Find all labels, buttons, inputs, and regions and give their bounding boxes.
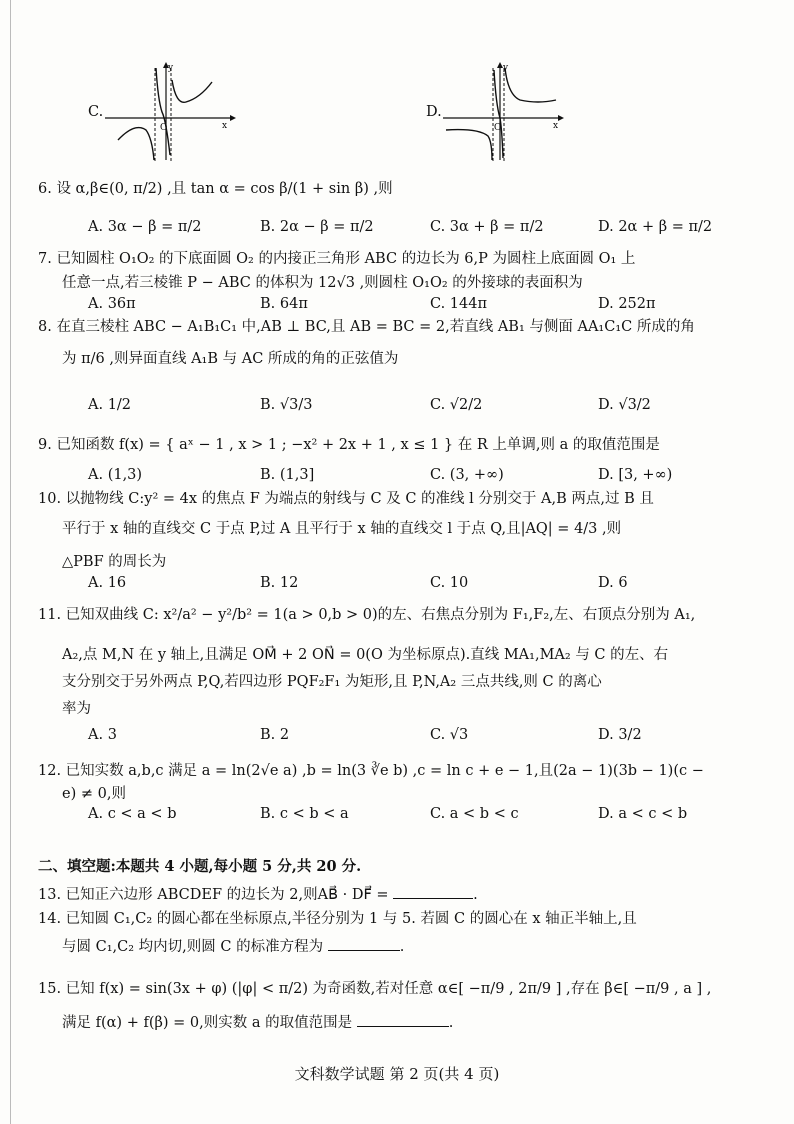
q9-option-b: B. (1,3] — [260, 467, 315, 483]
q9-option-a: A. (1,3) — [88, 467, 143, 483]
svg-text:O: O — [494, 123, 502, 133]
q11-line3: 支分别交于另外两点 P,Q,若四边形 PQF₂F₁ 为矩形,且 P,N,A₂ 三点共线,则 C 的离心 — [62, 674, 602, 690]
q13-stem — [38, 884, 478, 904]
graph-d — [438, 60, 568, 165]
q15-end: . — [448, 1015, 454, 1031]
q8-option-d: D. √3/2 — [598, 397, 651, 413]
q11-line1: 11. 已知双曲线 C: x²/a² − y²/b² = 1(a > 0,b > 0)的左、右焦点分别为 F₁,F₂,左、右顶点分别为 A₁, — [38, 607, 696, 623]
q7-line1: 7. 已知圆柱 O₁O₂ 的下底面圆 O₂ 的内接正三角形 ABC 的边长为 6,P 为圆柱上底面圆 O₁ 上 — [38, 251, 636, 267]
q8-option-a: A. 1/2 — [88, 397, 132, 413]
q13-answer-blank[interactable] — [393, 884, 473, 899]
q15-answer-blank[interactable] — [357, 1012, 449, 1027]
q14-line2 — [62, 936, 404, 956]
q15-text: 满足 f(α) + f(β) = 0,则实数 a 的取值范围是 — [62, 1015, 353, 1031]
q11-line4: 率为 — [62, 701, 91, 717]
q6-stem: 6. 设 α,β∈(0, π/2) ,且 tan α = cos β/(1 + sin β) ,则 — [38, 181, 393, 197]
q12-line2: e) ≠ 0,则 — [62, 786, 126, 802]
svg-text:y: y — [168, 63, 174, 73]
q10-option-c: C. 10 — [430, 575, 469, 591]
q12-option-c: C. a < b < c — [430, 806, 519, 822]
q7-line2: 任意一点,若三棱锥 P − ABC 的体积为 12√3 ,则圆柱 O₁O₂ 的外接球的表面积为 — [62, 275, 583, 291]
q10-line2: 平行于 x 轴的直线交 C 于点 P,过 A 且平行于 x 轴的直线交 l 于点 Q,且|AQ| = 4/3 ,则 — [62, 521, 622, 537]
q6-option-c: C. 3α + β = π/2 — [430, 219, 544, 235]
q9-option-c: C. (3, +∞) — [430, 467, 504, 483]
q10-line3: △PBF 的周长为 — [62, 554, 167, 570]
q14-end: . — [399, 939, 405, 955]
q6-option-d: D. 2α + β = π/2 — [598, 219, 713, 235]
q6-option-b: B. 2α − β = π/2 — [260, 219, 374, 235]
graph-d-label: D. — [426, 104, 442, 120]
q11-line2: A₂,点 M,N 在 y 轴上,且满足 OM⃗ + 2 ON⃗ = 0(O 为坐标原点).直线 MA₁,MA₂ 与 C 的左、右 — [62, 647, 669, 663]
q9-option-d: D. [3, +∞) — [598, 467, 673, 483]
q7-option-c: C. 144π — [430, 296, 488, 312]
q14-answer-blank[interactable] — [328, 936, 400, 951]
q10-option-b: B. 12 — [260, 575, 299, 591]
q14-text: 与圆 C₁,C₂ 均内切,则圆 C 的标准方程为 — [62, 939, 324, 955]
q13-text: 13. 已知正六边形 ABCDEF 的边长为 2,则AB⃗ · DF⃗ = — [38, 887, 389, 903]
svg-text:O: O — [160, 123, 168, 133]
q8-line1: 8. 在直三棱柱 ABC − A₁B₁C₁ 中,AB ⊥ BC,且 AB = BC = 2,若直线 AB₁ 与侧面 AA₁C₁C 所成的角 — [38, 319, 695, 335]
q9-stem: 9. 已知函数 f(x) = { aˣ − 1 , x > 1 ; −x² + 2x + 1 , x ≤ 1 } 在 R 上单调,则 a 的取值范围是 — [38, 437, 660, 453]
graph-c — [100, 60, 240, 165]
q15-line1: 15. 已知 f(x) = sin(3x + φ) (|φ| < π/2) 为奇函数,若对任意 α∈[ −π/9 , 2π/9 ] ,存在 β∈[ −π/9 , a ] , — [38, 981, 712, 997]
graph-c-label: C. — [88, 104, 104, 120]
q7-option-b: B. 64π — [260, 296, 308, 312]
q10-option-d: D. 6 — [598, 575, 628, 591]
page-footer: 文科数学试题 第 2 页(共 4 页) — [294, 1065, 500, 1083]
q13-end: . — [473, 887, 478, 903]
section-title: 二、填空题:本题共 4 小题,每小题 5 分,共 20 分. — [38, 858, 362, 875]
svg-text:x: x — [553, 121, 559, 131]
q12-option-d: D. a < c < b — [598, 806, 688, 822]
q8-option-c: C. √2/2 — [430, 397, 483, 413]
q10-line1: 10. 以抛物线 C:y² = 4x 的焦点 F 为端点的射线与 C 及 C 的准线 l 分别交于 A,B 两点,过 B 且 — [38, 491, 654, 507]
q14-line1: 14. 已知圆 C₁,C₂ 的圆心都在坐标原点,半径分别为 1 与 5. 若圆 C 的圆心在 x 轴正半轴上,且 — [38, 911, 637, 927]
svg-text:y: y — [503, 63, 509, 73]
q7-option-a: A. 36π — [88, 296, 136, 312]
q12-line1: 12. 已知实数 a,b,c 满足 a = ln(2√e a) ,b = ln(3 ∛e b) ,c = ln c + e − 1,且(2a − 1)(3b − 1)(c − — [38, 763, 704, 779]
svg-text:x: x — [222, 121, 228, 131]
q7-option-d: D. 252π — [598, 296, 656, 312]
q11-option-d: D. 3/2 — [598, 727, 642, 743]
q12-option-b: B. c < b < a — [260, 806, 349, 822]
q10-option-a: A. 16 — [88, 575, 127, 591]
q12-option-a: A. c < a < b — [88, 806, 177, 822]
q8-line2: 为 π/6 ,则异面直线 A₁B 与 AC 所成的角的正弦值为 — [62, 351, 399, 367]
q6-option-a: A. 3α − β = π/2 — [88, 219, 202, 235]
q15-line2 — [62, 1012, 453, 1032]
q8-option-b: B. √3/3 — [260, 397, 313, 413]
q11-option-c: C. √3 — [430, 727, 469, 743]
q11-option-a: A. 3 — [88, 727, 117, 743]
q11-option-b: B. 2 — [260, 727, 290, 743]
